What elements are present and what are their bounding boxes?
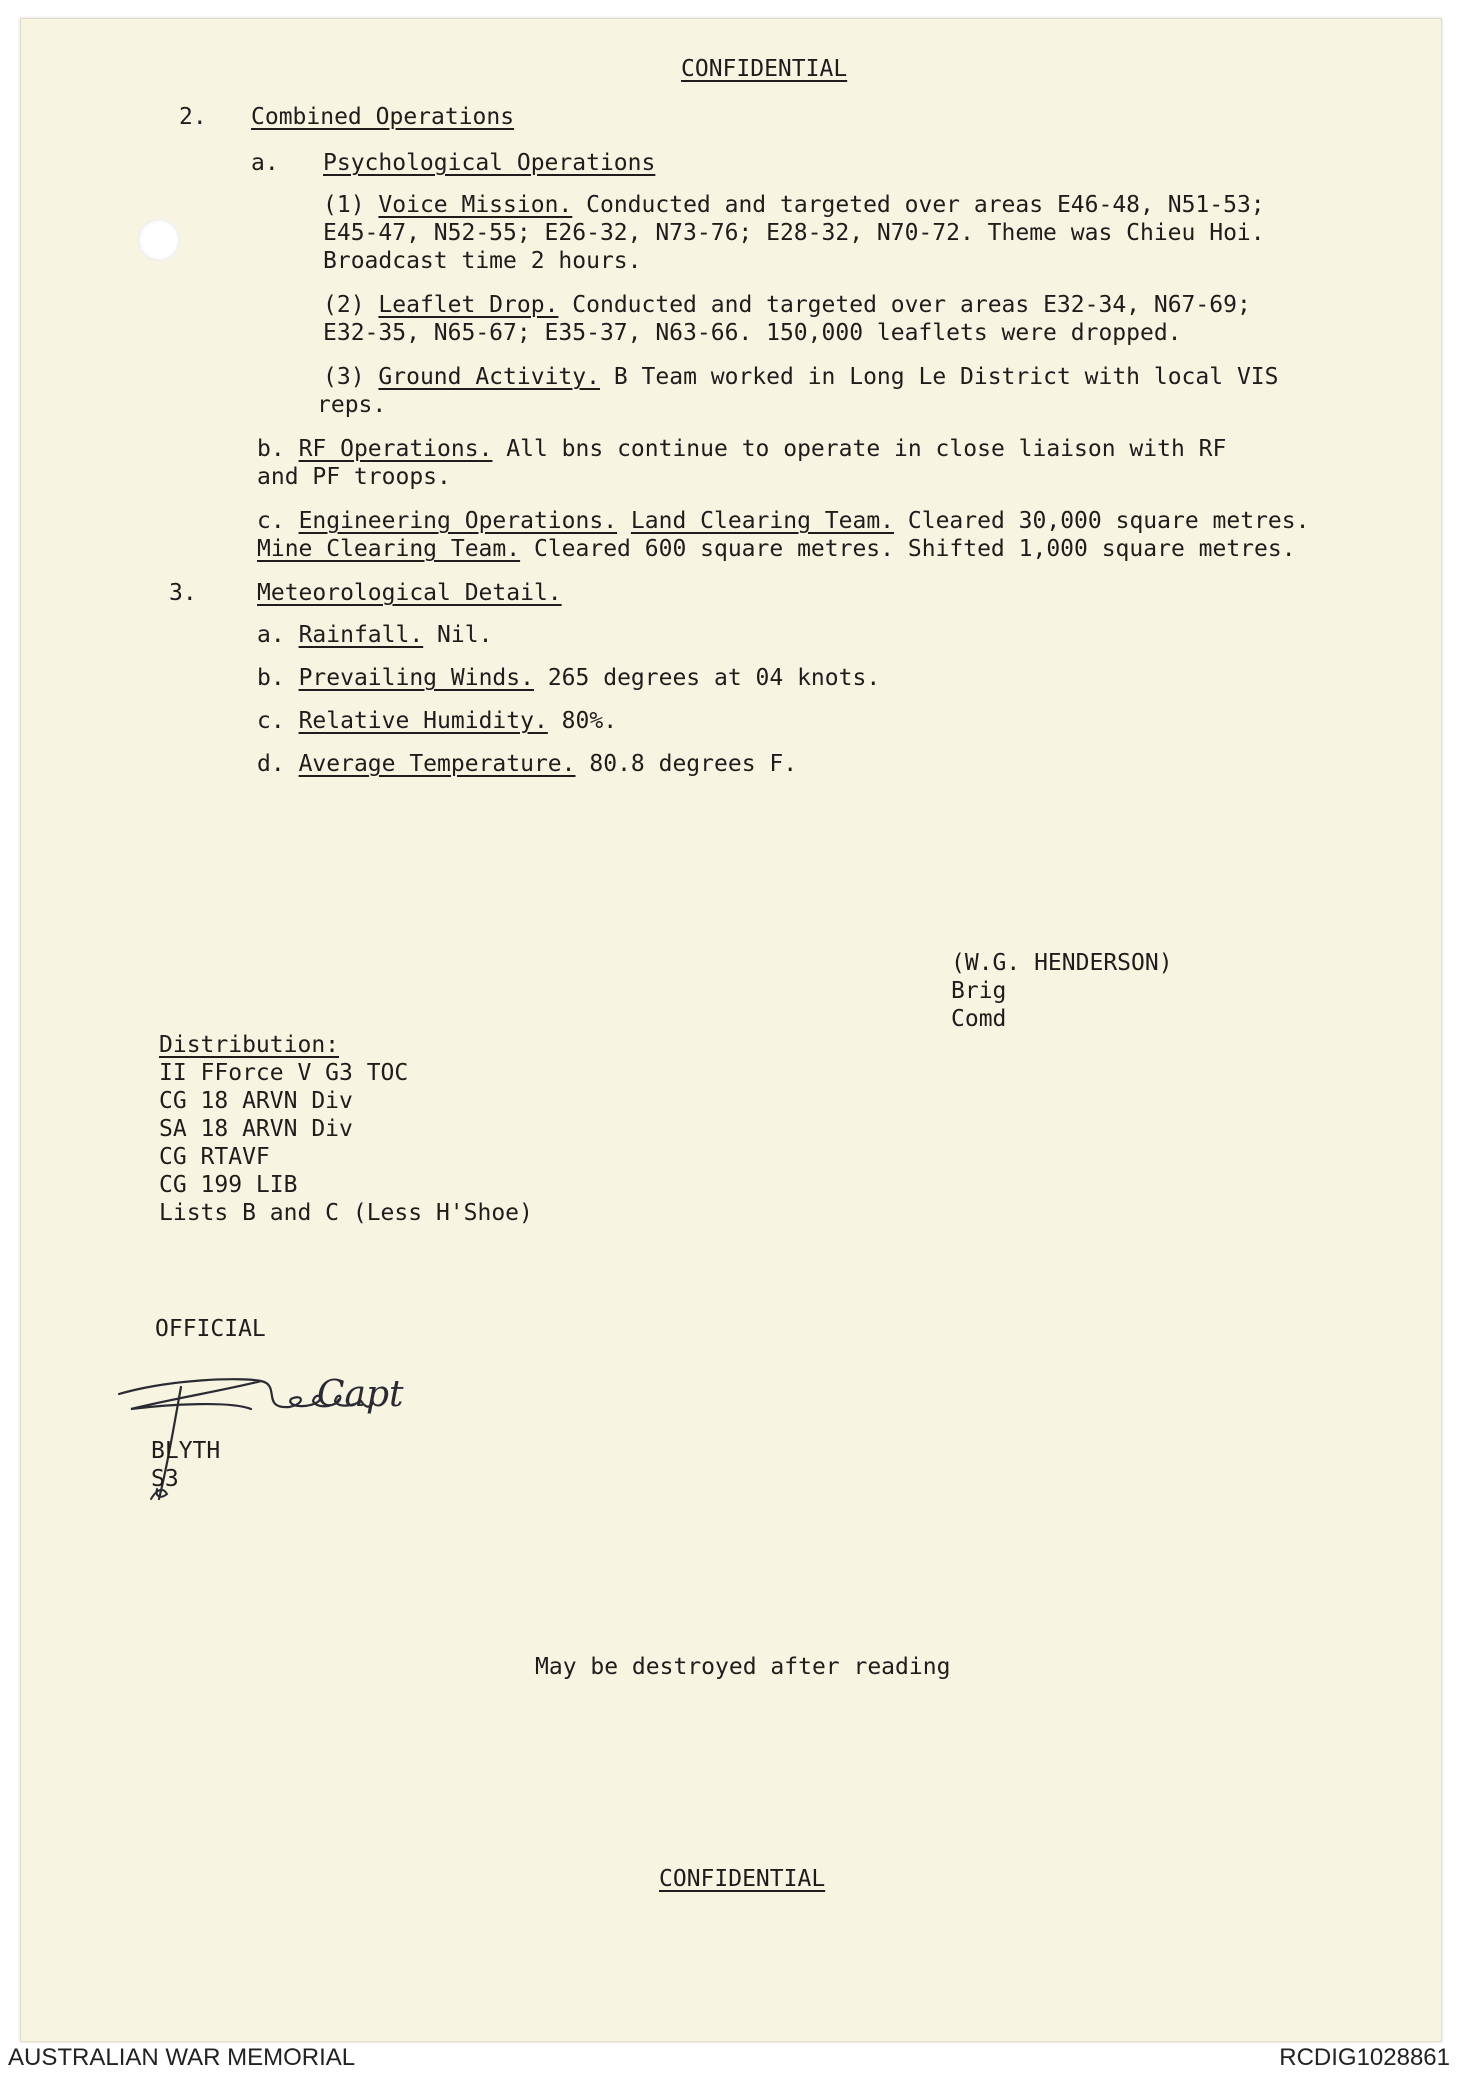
para-2c-line2 (257, 535, 1296, 563)
commander-appointment: Comd (951, 1006, 1007, 1032)
para-2b-label: b. (257, 436, 285, 462)
leaflet-drop-line2: E32-35, N65-67; E35-37, N63-66. 150,000 leaflets were dropped. (323, 320, 1182, 346)
para-2c-line1 (257, 507, 1309, 535)
footer-classification: CONFIDENTIAL (659, 1866, 826, 1892)
para-2b-line2: and PF troops. (257, 464, 451, 490)
para-2b-title: RF Operations. (298, 436, 493, 462)
para-2b-line1 (257, 435, 1226, 463)
ground-activity-num: (3) (323, 364, 365, 390)
document-page (20, 18, 1442, 2042)
ground-activity-line1 (323, 363, 1279, 391)
distribution-line: II FForce V G3 TOC (159, 1060, 409, 1086)
voice-mission-text: Conducted and targeted over areas E46-48, N51-53; (586, 192, 1265, 218)
section-3-title: Meteorological Detail. (257, 580, 562, 606)
rainfall-value: Nil. (437, 622, 493, 648)
ground-activity-line2: reps. (317, 392, 387, 418)
para-2c-label: c. (257, 508, 285, 534)
humidity-title: Relative Humidity. (298, 708, 548, 734)
section-2-number: 2. (179, 104, 207, 130)
leaflet-drop-num: (2) (323, 292, 365, 318)
archive-source: AUSTRALIAN WAR MEMORIAL (8, 2044, 356, 2071)
distribution-heading: Distribution: (159, 1032, 340, 1058)
distribution-line: SA 18 ARVN Div (159, 1116, 353, 1142)
para-2c-title: Engineering Operations. (298, 508, 618, 534)
para-2b-text: All bns continue to operate in close liaison with RF (506, 436, 1227, 462)
humidity-label: c. (257, 708, 285, 734)
temperature-line (257, 750, 797, 778)
leaflet-drop-title: Leaflet Drop. (378, 292, 559, 318)
para-2a-title: Psychological Operations (323, 150, 656, 176)
ground-activity-title: Ground Activity. (378, 364, 600, 390)
temperature-label: d. (257, 751, 285, 777)
winds-value: 265 degrees at 04 knots. (547, 665, 881, 691)
distribution-line: CG 18 ARVN Div (159, 1088, 353, 1114)
section-3-number: 3. (169, 580, 197, 606)
official-appointment: S3 (151, 1466, 179, 1492)
ground-activity-text: B Team worked in Long Le District with local VIS (613, 364, 1279, 390)
land-clearing-title: Land Clearing Team. (630, 508, 895, 534)
voice-mission-line2: E45-47, N52-55; E26-32, N73-76; E28-32, N70-72. Theme was Chieu Hoi. (323, 220, 1265, 246)
commander-rank: Brig (951, 978, 1007, 1004)
rainfall-label: a. (257, 622, 285, 648)
voice-mission-num: (1) (323, 192, 365, 218)
mine-clearing-title: Mine Clearing Team. (257, 536, 521, 562)
section-2-title: Combined Operations (251, 104, 515, 130)
leaflet-drop-line1 (323, 291, 1251, 319)
rainfall-title: Rainfall. (298, 622, 424, 648)
distribution-line: CG RTAVF (159, 1144, 270, 1170)
official-label: OFFICIAL (155, 1316, 266, 1342)
commander-name: (W.G. HENDERSON) (951, 950, 1173, 976)
winds-label: b. (257, 665, 285, 691)
disposal-notice: May be destroyed after reading (535, 1654, 951, 1680)
para-2a-label: a. (251, 150, 279, 176)
humidity-value: 80%. (561, 708, 618, 734)
winds-line (257, 664, 880, 692)
signature-rank-handwritten: Capt (317, 1374, 404, 1415)
leaflet-drop-text: Conducted and targeted over areas E32-34, N67-69; (572, 292, 1251, 318)
punch-hole (138, 219, 180, 261)
distribution-line: Lists B and C (Less H'Shoe) (159, 1200, 533, 1226)
header-classification: CONFIDENTIAL (681, 56, 848, 82)
rainfall-line (257, 621, 492, 649)
voice-mission-line1 (323, 191, 1265, 219)
distribution-line: CG 199 LIB (159, 1172, 298, 1198)
winds-title: Prevailing Winds. (298, 665, 534, 691)
land-clearing-text: Cleared 30,000 square metres. (907, 508, 1310, 534)
voice-mission-line3: Broadcast time 2 hours. (323, 248, 642, 274)
temperature-value: 80.8 degrees F. (589, 751, 798, 777)
humidity-line (257, 707, 617, 735)
mine-clearing-text: Cleared 600 square metres. Shifted 1,000 square metres. (533, 536, 1296, 562)
archive-id: RCDIG1028861 (1279, 2044, 1450, 2071)
voice-mission-title: Voice Mission. (378, 192, 573, 218)
temperature-title: Average Temperature. (298, 751, 576, 777)
official-name: BLYTH (151, 1438, 221, 1464)
